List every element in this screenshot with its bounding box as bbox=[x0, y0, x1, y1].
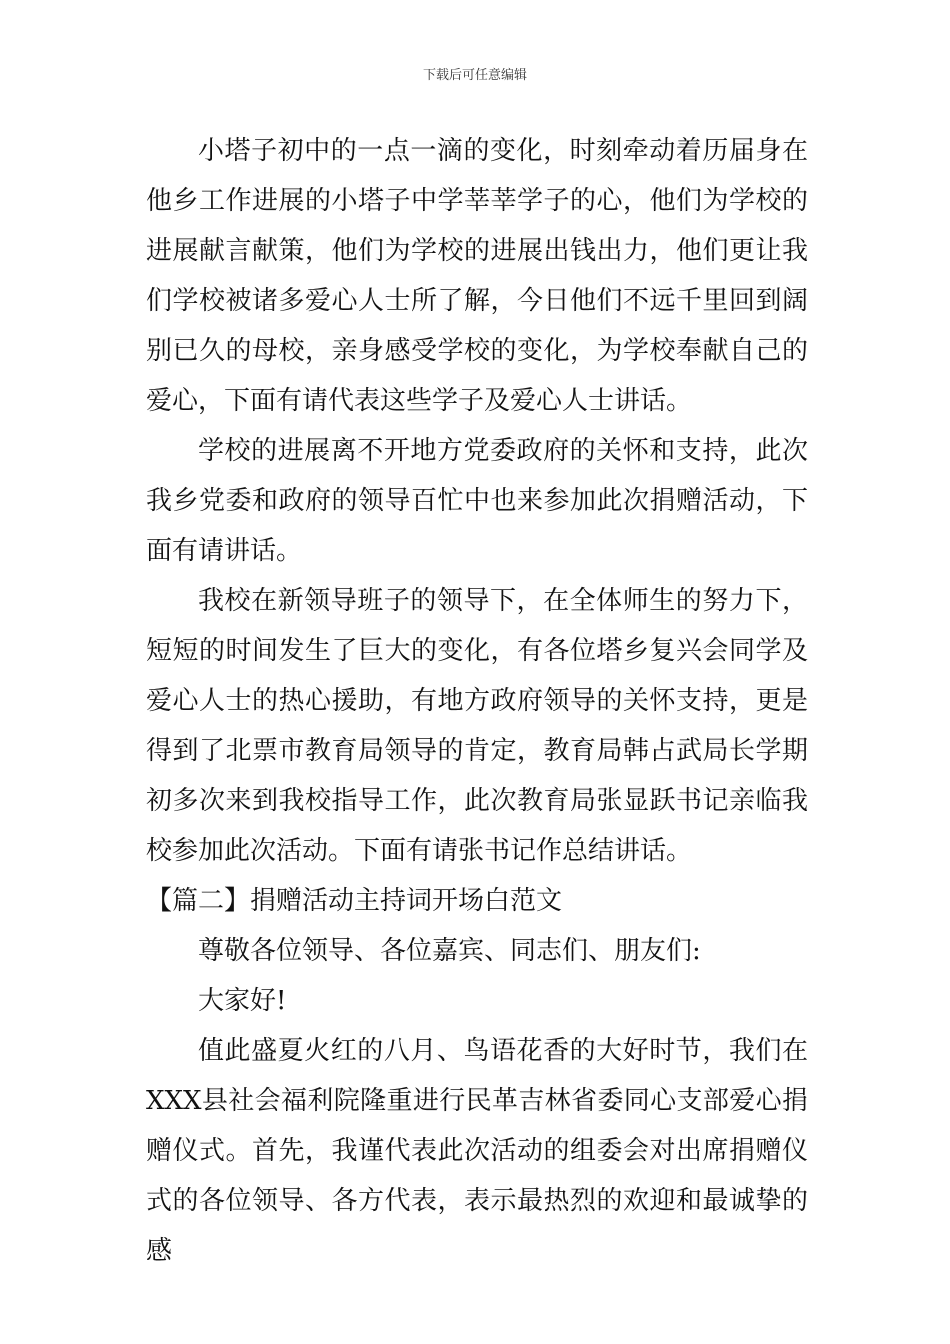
salutation: 尊敬各位领导、各位嘉宾、同志们、朋友们: bbox=[198, 936, 701, 966]
paragraph-4: 值此盛夏火红的八月、鸟语花香的大好时节，我们在XXX县社会福利院隆重进行民革吉林省委同心支部爱心捐赠仪式。首先，我谨代表此次活动的组委会对出席捐赠仪式的各位领导、各方代表，表示最热烈的欢迎和最诚挚的感 bbox=[146, 1036, 808, 1266]
page-header-note: 下载后可任意编辑 bbox=[422, 68, 527, 83]
greeting: 大家好! bbox=[198, 986, 287, 1016]
document-body bbox=[146, 126, 808, 1276]
paragraph-2: 学校的进展离不开地方党委政府的关怀和支持，此次我乡党委和政府的领导百忙中也来参加此次捐赠活动，下面有请讲话。 bbox=[146, 436, 808, 566]
section-heading: 【篇二】捐赠活动主持词开场白范文 bbox=[146, 886, 563, 916]
paragraph-1: 小塔子初中的一点一滴的变化，时刻牵动着历届身在他乡工作进展的小塔子中学莘莘学子的心，他们为学校的进展献言献策，他们为学校的进展出钱出力，他们更让我们学校被诸多爱心人士所了解，今日他们不远千里回到阔别已久的母校，亲身感受学校的变化，为学校奉献自己的爱心，下面有请代表这些学子及爱心人士讲话。 bbox=[146, 136, 808, 416]
paragraph-3: 我校在新领导班子的领导下，在全体师生的努力下，短短的时间发生了巨大的变化，有各位塔乡复兴会同学及爱心人士的热心援助，有地方政府领导的关怀支持，更是得到了北票市教育局领导的肯定，教育局韩占武局长学期初多次来到我校指导工作，此次教育局张显跃书记亲临我校参加此次活动。下面有请张书记作总结讲话。 bbox=[146, 586, 808, 866]
